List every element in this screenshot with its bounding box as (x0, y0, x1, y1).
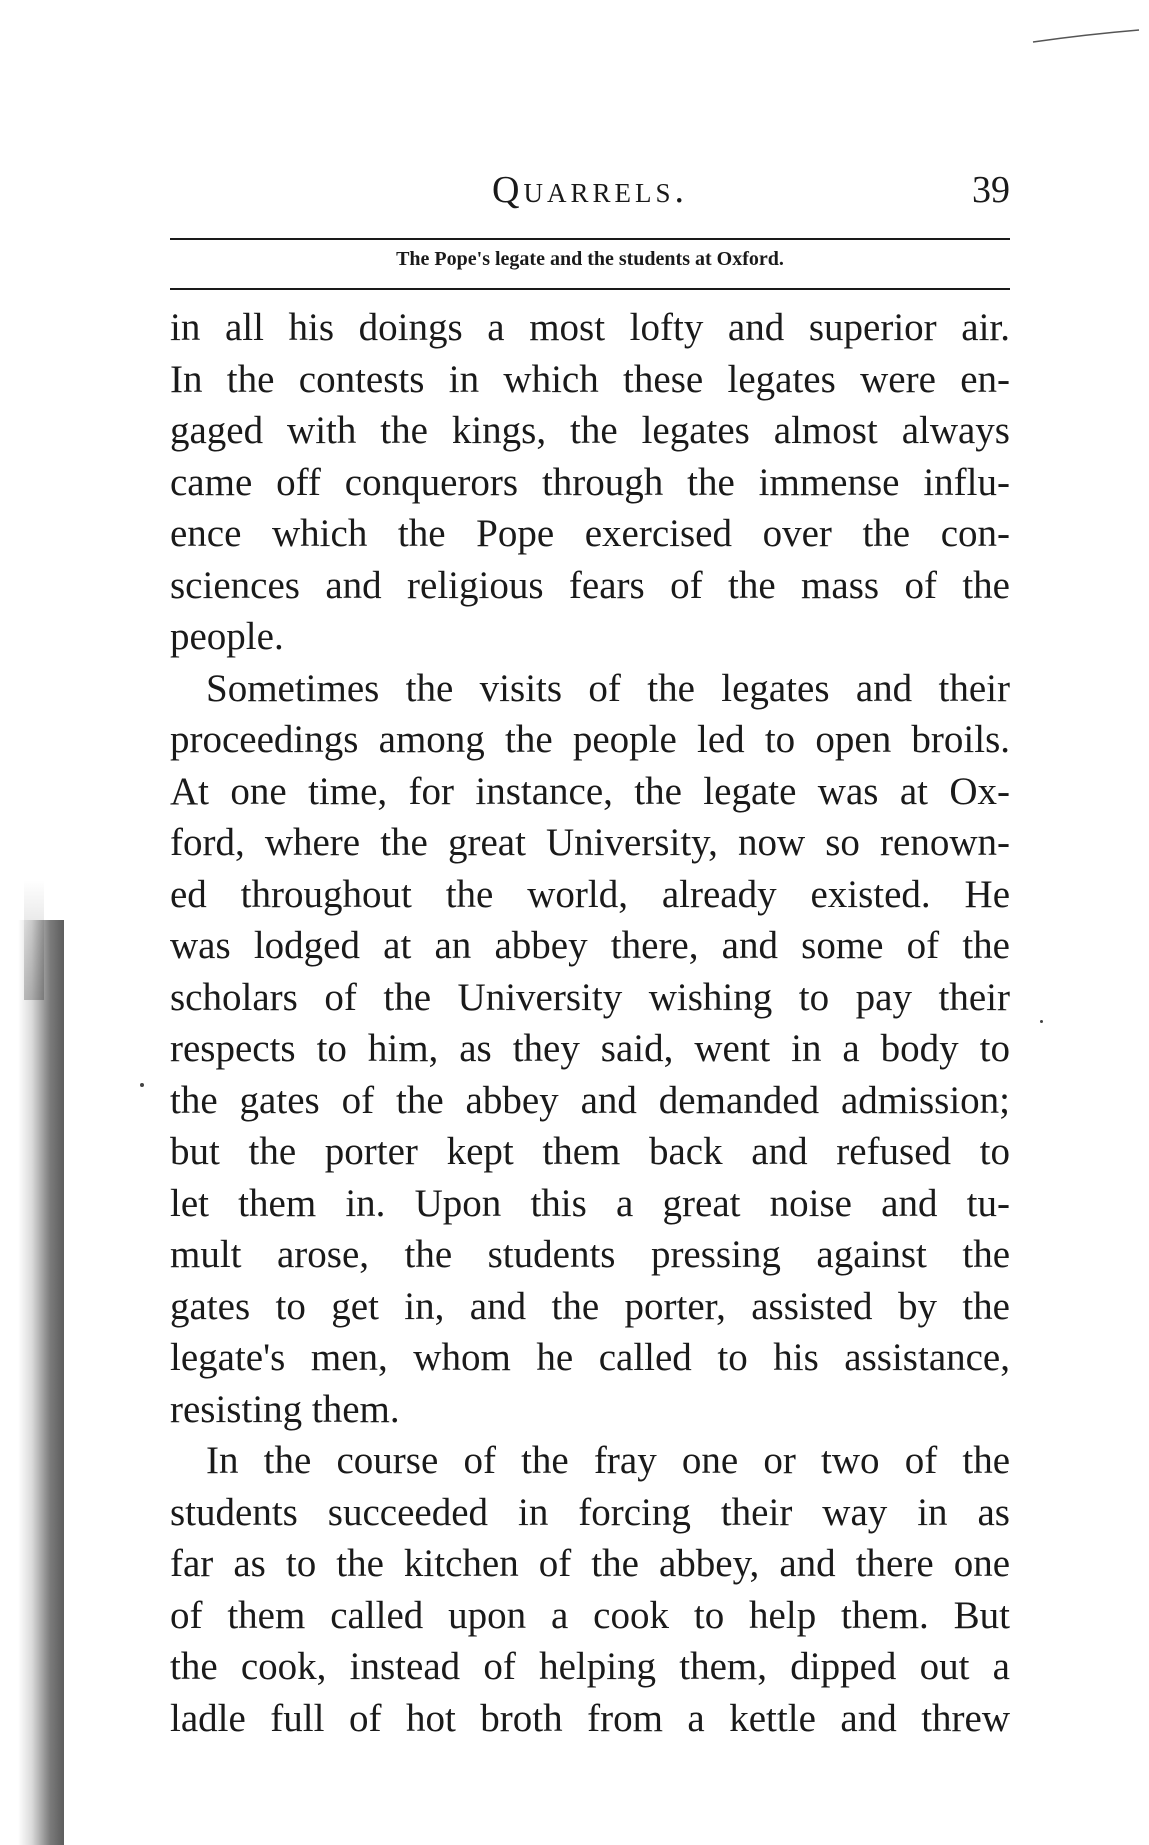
text-line: At one time, for instance, the legate was at Ox- (170, 769, 1010, 813)
text-line: ford, where the great University, now so renown- (170, 821, 1010, 864)
text-line: ence which the Pope exercised over the con- (170, 512, 1010, 555)
text-line: students succeeded in forcing their way in as (170, 1490, 1010, 1534)
page-number: 39 (972, 169, 1010, 211)
stray-ink-dot (1040, 1020, 1043, 1023)
text-line: in all his doings a most lofty and superior air. (170, 306, 1010, 349)
text-line: gaged with the kings, the legates almost always (170, 409, 1010, 452)
running-title: Quarrels. (492, 169, 688, 211)
paragraph (170, 663, 1010, 1436)
text-line: scholars of the University wishing to pay their (170, 975, 1010, 1019)
text-line: people. (170, 615, 284, 658)
text-line: mult arose, the students pressing against the (170, 1233, 1010, 1276)
scan-pencil-mark (1031, 28, 1141, 46)
text-line: the cook, instead of helping them, dipped out a (170, 1645, 1010, 1688)
stray-ink-dot (140, 1083, 144, 1087)
text-line: proceedings among the people led to open broils. (170, 718, 1010, 761)
text-line: In the course of the fray one or two of the (206, 1439, 1010, 1482)
text-line: was lodged at an abbey there, and some of the (170, 924, 1010, 967)
binding-edge-shadow (18, 920, 64, 1845)
text-line: legate's men, whom he called to his assistance, (170, 1336, 1010, 1379)
text-line: In the contests in which these legates were en- (170, 357, 1010, 401)
body-text (170, 302, 1010, 1744)
text-line: the gates of the abbey and demanded admission; (170, 1078, 1010, 1122)
text-line: but the porter kept them back and refused to (170, 1130, 1010, 1173)
paragraph (170, 1435, 1010, 1744)
text-line: gates to get in, and the porter, assisted by the (170, 1284, 1010, 1328)
text-line: of them called upon a cook to help them. But (170, 1593, 1010, 1637)
text-line: respects to him, as they said, went in a body to (170, 1027, 1010, 1070)
text-line: sciences and religious fears of the mass of the (170, 563, 1010, 607)
text-line: came off conquerors through the immense influ- (170, 460, 1010, 504)
text-line: resisting them. (170, 1387, 400, 1431)
text-line: Sometimes the visits of the legates and their (206, 666, 1010, 710)
running-head (170, 168, 1010, 218)
page-subheading: The Pope's legate and the students at Oxford. (396, 248, 784, 270)
text-line: ed throughout the world, already existed. He (170, 872, 1010, 916)
paragraph (170, 302, 1010, 663)
header-rule-top (170, 238, 1010, 240)
text-line: far as to the kitchen of the abbey, and there one (170, 1542, 1010, 1585)
text-line: let them in. Upon this a great noise and tu- (170, 1181, 1010, 1225)
text-line: ladle full of hot broth from a kettle and threw (170, 1696, 1010, 1740)
header-rule-bottom (170, 288, 1010, 290)
